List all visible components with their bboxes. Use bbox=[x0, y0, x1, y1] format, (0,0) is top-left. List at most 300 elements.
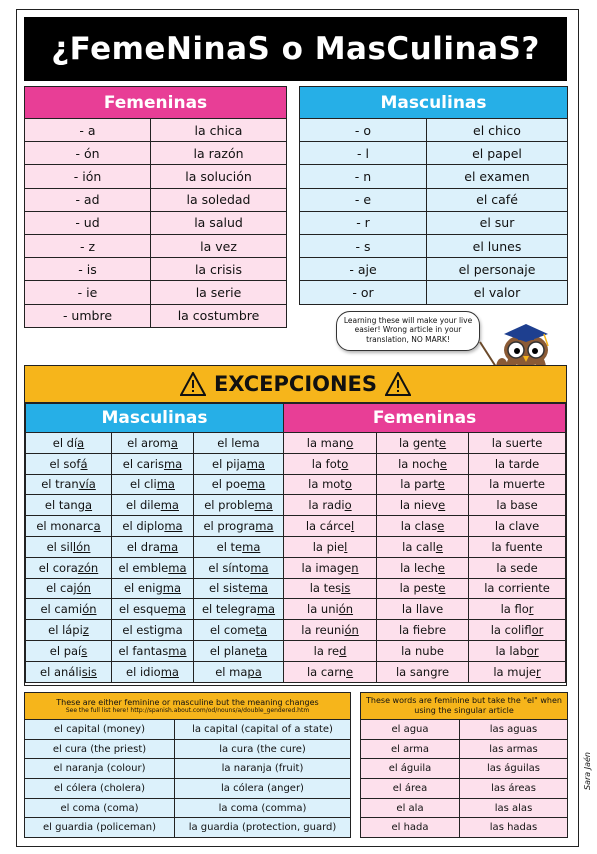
word-stem: el cli bbox=[130, 477, 157, 492]
exception-word bbox=[284, 516, 377, 537]
femeninas-left-cell: - umbre bbox=[25, 304, 151, 327]
femeninas-right-cell: la soledad bbox=[151, 188, 287, 211]
word-stem: la flo bbox=[500, 602, 529, 617]
word-stem: el poe bbox=[211, 477, 248, 492]
table-row bbox=[26, 620, 566, 641]
el-feminine-right-cell: las aguas bbox=[460, 720, 568, 740]
word-stem: la clas bbox=[400, 519, 438, 534]
exception-word bbox=[194, 474, 284, 495]
masculinas-left-cell: - s bbox=[300, 234, 427, 257]
word-ending: vía bbox=[78, 477, 96, 492]
el-feminine-left-cell: el águila bbox=[361, 759, 460, 779]
femeninas-left-cell: - is bbox=[25, 258, 151, 281]
word-ending: or bbox=[526, 643, 539, 658]
el-feminine-left-cell: el área bbox=[361, 779, 460, 799]
double-gender-left-cell: el naranja (colour) bbox=[25, 759, 175, 779]
word-stem: el pija bbox=[212, 456, 247, 471]
exception-word bbox=[469, 474, 566, 495]
word-stem: el emble bbox=[118, 560, 169, 575]
word-stem: el come bbox=[209, 623, 256, 638]
word-stem: la suerte bbox=[491, 435, 543, 450]
exception-word bbox=[284, 599, 377, 620]
word-ending: e bbox=[439, 456, 447, 471]
excepciones-section bbox=[24, 365, 567, 686]
word-stem: la gent bbox=[398, 435, 440, 450]
exception-word bbox=[284, 640, 377, 661]
word-ending: ón bbox=[76, 581, 91, 596]
exception-word bbox=[377, 620, 469, 641]
exception-word bbox=[26, 578, 112, 599]
exception-word bbox=[469, 453, 566, 474]
exception-word bbox=[26, 640, 112, 661]
table-row bbox=[25, 211, 287, 234]
word-ending: ma bbox=[255, 519, 274, 534]
femeninas-right-cell: la vez bbox=[151, 234, 287, 257]
warning-icon bbox=[180, 372, 206, 396]
double-gender-link[interactable]: See the full list here! http://spanish.about.com/od/nouns/a/double_gendered.htm bbox=[65, 707, 310, 715]
word-ending: ma bbox=[159, 539, 179, 554]
word-stem: la fot bbox=[311, 456, 342, 471]
table-row bbox=[25, 188, 287, 211]
exception-word bbox=[377, 599, 469, 620]
masculinas-table bbox=[299, 86, 568, 305]
femeninas-left-cell: - z bbox=[25, 234, 151, 257]
word-ending: o bbox=[346, 435, 354, 450]
exception-word bbox=[377, 578, 469, 599]
el-feminine-right-cell: las armas bbox=[460, 739, 568, 759]
word-stem: la clave bbox=[494, 519, 540, 534]
word-ending: ma bbox=[164, 519, 183, 534]
word-ending: r bbox=[528, 602, 534, 617]
word-ending: ma bbox=[167, 602, 186, 617]
word-ending: ón bbox=[338, 602, 354, 617]
masculinas-left-cell: - r bbox=[300, 211, 427, 234]
exception-word bbox=[26, 474, 112, 495]
double-gender-right-cell: la naranja (fruit) bbox=[175, 759, 351, 779]
masculinas-right-cell: el papel bbox=[427, 142, 568, 165]
word-stem: la uni bbox=[307, 602, 339, 617]
table-row bbox=[26, 516, 566, 537]
word-ending: r bbox=[536, 664, 541, 679]
table-row bbox=[300, 281, 568, 304]
word-stem: la reuni bbox=[301, 623, 345, 638]
word-stem: el arom bbox=[127, 435, 171, 450]
exception-word bbox=[194, 620, 284, 641]
word-stem: la lech bbox=[400, 560, 438, 575]
table-row bbox=[26, 599, 566, 620]
exception-word bbox=[284, 495, 377, 516]
word-stem: la image bbox=[301, 560, 352, 575]
masculinas-left-cell: - o bbox=[300, 119, 427, 142]
word-ending: ma bbox=[246, 456, 265, 471]
word-ending: ma bbox=[163, 456, 183, 471]
word-stem: la tes bbox=[309, 581, 342, 596]
table-row bbox=[300, 165, 568, 188]
exception-word bbox=[284, 661, 377, 682]
word-ending: ón bbox=[82, 602, 97, 617]
word-ending: ma bbox=[242, 539, 261, 554]
table-row bbox=[25, 281, 287, 304]
table-row bbox=[26, 453, 566, 474]
exception-word bbox=[26, 557, 112, 578]
table-row bbox=[25, 798, 351, 818]
word-ending: ma bbox=[156, 477, 175, 492]
double-gender-right-cell: la coma (comma) bbox=[175, 798, 351, 818]
femeninas-left-cell: - a bbox=[25, 119, 151, 142]
word-stem: el caj bbox=[46, 581, 77, 596]
word-stem: la man bbox=[306, 435, 347, 450]
exception-word bbox=[469, 620, 566, 641]
masculinas-right-cell: el chico bbox=[427, 119, 568, 142]
word-ending: is bbox=[341, 581, 351, 596]
word-ending: z bbox=[82, 623, 89, 638]
word-ending: ma bbox=[249, 581, 268, 596]
double-gender-right-cell: la cura (the cure) bbox=[175, 739, 351, 759]
exception-word bbox=[377, 453, 469, 474]
word-ending: e bbox=[438, 498, 446, 513]
masculinas-left-cell: - n bbox=[300, 165, 427, 188]
word-stem: el plane bbox=[209, 643, 256, 658]
word-stem: la fiebre bbox=[398, 623, 447, 638]
word-stem: la muje bbox=[493, 664, 537, 679]
exception-word bbox=[284, 474, 377, 495]
table-row bbox=[361, 818, 568, 838]
exception-word bbox=[112, 557, 194, 578]
femeninas-left-cell: - ad bbox=[25, 188, 151, 211]
femeninas-left-cell: - ie bbox=[25, 281, 151, 304]
masculinas-left-cell: - aje bbox=[300, 258, 427, 281]
word-stem: el fantas bbox=[118, 643, 169, 658]
word-ending: e bbox=[437, 560, 445, 575]
femeninas-right-cell: la razón bbox=[151, 142, 287, 165]
exception-word bbox=[194, 516, 284, 537]
word-ending: a bbox=[77, 435, 85, 450]
femeninas-right-cell: la chica bbox=[151, 119, 287, 142]
word-ending: e bbox=[435, 539, 443, 554]
table-row bbox=[361, 739, 568, 759]
exception-word bbox=[377, 557, 469, 578]
exception-word bbox=[112, 453, 194, 474]
word-ending: o bbox=[344, 498, 352, 513]
word-ending: o bbox=[344, 477, 352, 492]
word-stem: la nube bbox=[401, 643, 444, 658]
masculinas-header: Masculinas bbox=[300, 87, 568, 119]
word-ending: e bbox=[439, 435, 447, 450]
excepciones-table bbox=[25, 403, 566, 683]
word-ending: l bbox=[351, 519, 355, 534]
exception-word bbox=[194, 578, 284, 599]
exception-word bbox=[112, 578, 194, 599]
word-ending: a bbox=[85, 498, 93, 513]
table-row bbox=[25, 119, 287, 142]
word-stem: el estigma bbox=[122, 623, 183, 638]
exception-word bbox=[284, 433, 377, 454]
word-stem: el progra bbox=[203, 519, 256, 534]
table-row bbox=[25, 304, 287, 327]
femeninas-right-cell: la solución bbox=[151, 165, 287, 188]
femeninas-header: Femeninas bbox=[25, 87, 287, 119]
exception-word bbox=[112, 661, 194, 682]
word-stem: el cami bbox=[40, 602, 83, 617]
word-ending: ma bbox=[247, 477, 266, 492]
word-stem: la niev bbox=[399, 498, 439, 513]
word-stem: la radi bbox=[308, 498, 345, 513]
author-signature: Sara Jaén bbox=[583, 752, 592, 790]
word-stem: el sil bbox=[46, 539, 73, 554]
word-ending: e bbox=[346, 664, 354, 679]
word-stem: el proble bbox=[204, 498, 255, 513]
exception-word bbox=[194, 557, 284, 578]
el-feminine-right-cell: las áreas bbox=[460, 779, 568, 799]
el-feminine-heading: These words are feminine but take the "el" when using the singular article bbox=[361, 693, 568, 720]
table-row bbox=[300, 119, 568, 142]
word-stem: el sof bbox=[49, 456, 81, 471]
word-stem: la corriente bbox=[484, 581, 550, 596]
word-stem: la fuente bbox=[491, 539, 543, 554]
word-stem: el dra bbox=[126, 539, 160, 554]
word-ending: ta bbox=[255, 643, 268, 658]
table-row bbox=[25, 720, 351, 740]
exception-word bbox=[377, 495, 469, 516]
word-stem: el lema bbox=[217, 435, 260, 450]
table-row bbox=[25, 258, 287, 281]
word-ending: ma bbox=[160, 498, 179, 513]
double-gender-table bbox=[24, 692, 351, 838]
word-ending: ma bbox=[160, 664, 179, 679]
double-gender-heading bbox=[25, 693, 351, 720]
el-feminine-right-cell: las alas bbox=[460, 798, 568, 818]
word-ending: ma bbox=[168, 560, 187, 575]
word-ending: ma bbox=[254, 498, 273, 513]
exception-word bbox=[469, 495, 566, 516]
word-ending: ón bbox=[344, 623, 359, 638]
masculinas-right-cell: el valor bbox=[427, 281, 568, 304]
el-feminine-left-cell: el ala bbox=[361, 798, 460, 818]
table-row bbox=[26, 474, 566, 495]
table-row bbox=[25, 739, 351, 759]
word-ending: l bbox=[344, 539, 348, 554]
word-stem: el tran bbox=[41, 477, 79, 492]
word-stem: la cárce bbox=[305, 519, 351, 534]
word-stem: el sínto bbox=[208, 560, 251, 575]
el-feminine-left-cell: el arma bbox=[361, 739, 460, 759]
word-ending: pa bbox=[247, 664, 262, 679]
double-gender-right-cell: la guardia (protection, guard) bbox=[175, 818, 351, 838]
table-row bbox=[26, 578, 566, 599]
page-title: ¿FemeNinaS o MasCulinaS? bbox=[24, 17, 567, 81]
table-row bbox=[25, 759, 351, 779]
exception-word bbox=[469, 578, 566, 599]
excepciones-title: EXCEPCIONES bbox=[213, 372, 378, 396]
word-ending: n bbox=[351, 560, 359, 575]
exception-word bbox=[469, 557, 566, 578]
exception-word bbox=[194, 640, 284, 661]
double-gender-left-cell: el guardia (policeman) bbox=[25, 818, 175, 838]
word-stem: el dile bbox=[126, 498, 161, 513]
word-stem: el cora bbox=[38, 560, 78, 575]
exc-femeninas-header: Femeninas bbox=[284, 404, 566, 433]
word-stem: la re bbox=[313, 643, 340, 658]
femeninas-right-cell: la crisis bbox=[151, 258, 287, 281]
exception-word bbox=[469, 536, 566, 557]
word-ending: d bbox=[339, 643, 347, 658]
masculinas-right-cell: el personaje bbox=[427, 258, 568, 281]
exception-word bbox=[194, 599, 284, 620]
exception-word bbox=[469, 516, 566, 537]
exception-word bbox=[112, 536, 194, 557]
table-row bbox=[361, 779, 568, 799]
word-ending: lón bbox=[72, 539, 91, 554]
word-ending: e bbox=[437, 477, 445, 492]
word-ending: e bbox=[438, 581, 446, 596]
el-feminine-left-cell: el agua bbox=[361, 720, 460, 740]
exception-word bbox=[26, 495, 112, 516]
exception-word bbox=[112, 620, 194, 641]
exception-word bbox=[112, 433, 194, 454]
femeninas-right-cell: la costumbre bbox=[151, 304, 287, 327]
exception-word bbox=[112, 516, 194, 537]
table-row bbox=[300, 258, 568, 281]
femeninas-table bbox=[24, 86, 287, 328]
masculinas-right-cell: el examen bbox=[427, 165, 568, 188]
table-row bbox=[26, 495, 566, 516]
word-stem: el análi bbox=[40, 664, 82, 679]
femeninas-left-cell: - ón bbox=[25, 142, 151, 165]
excepciones-title-bar bbox=[25, 366, 566, 403]
exception-word bbox=[377, 516, 469, 537]
word-ending: e bbox=[437, 519, 445, 534]
word-stem: la base bbox=[496, 498, 538, 513]
word-ending: a bbox=[170, 435, 178, 450]
word-stem: el te bbox=[216, 539, 243, 554]
table-row bbox=[26, 557, 566, 578]
word-stem: el diplo bbox=[122, 519, 165, 534]
exc-masculinas-header: Masculinas bbox=[26, 404, 284, 433]
table-row bbox=[361, 798, 568, 818]
exception-word bbox=[194, 661, 284, 682]
exception-word bbox=[284, 578, 377, 599]
table-row bbox=[25, 165, 287, 188]
table-row bbox=[25, 142, 287, 165]
el-feminine-table bbox=[360, 692, 568, 838]
exception-word bbox=[377, 661, 469, 682]
masculinas-left-cell: - e bbox=[300, 188, 427, 211]
warning-icon bbox=[385, 372, 411, 396]
word-ending: ma bbox=[250, 560, 269, 575]
word-ending: ma bbox=[168, 643, 187, 658]
word-stem: el esque bbox=[119, 602, 168, 617]
double-gender-left-cell: el cura (the priest) bbox=[25, 739, 175, 759]
exception-word bbox=[112, 495, 194, 516]
double-gender-left-cell: el coma (coma) bbox=[25, 798, 175, 818]
exception-word bbox=[284, 620, 377, 641]
word-stem: la call bbox=[402, 539, 436, 554]
table-row bbox=[26, 661, 566, 682]
exception-word bbox=[284, 453, 377, 474]
masculinas-left-cell: - l bbox=[300, 142, 427, 165]
exception-word bbox=[112, 474, 194, 495]
word-stem: la lab bbox=[495, 643, 527, 658]
word-ending: zón bbox=[77, 560, 99, 575]
word-ending: a bbox=[93, 519, 101, 534]
double-gender-left-cell: el capital (money) bbox=[25, 720, 175, 740]
femeninas-left-cell: - ión bbox=[25, 165, 151, 188]
table-row bbox=[25, 779, 351, 799]
femeninas-left-cell: - ud bbox=[25, 211, 151, 234]
el-feminine-right-cell: las águilas bbox=[460, 759, 568, 779]
word-ending: ta bbox=[255, 623, 268, 638]
masculinas-right-cell: el lunes bbox=[427, 234, 568, 257]
exception-word bbox=[469, 433, 566, 454]
el-feminine-left-cell: el hada bbox=[361, 818, 460, 838]
exception-word bbox=[284, 557, 377, 578]
exception-word bbox=[26, 516, 112, 537]
table-row bbox=[26, 640, 566, 661]
exception-word bbox=[26, 433, 112, 454]
word-ending: o bbox=[341, 456, 349, 471]
table-row bbox=[361, 720, 568, 740]
femeninas-right-cell: la serie bbox=[151, 281, 287, 304]
word-stem: la colifl bbox=[490, 623, 532, 638]
word-stem: la carn bbox=[306, 664, 347, 679]
el-feminine-right-cell: las hadas bbox=[460, 818, 568, 838]
table-row bbox=[300, 142, 568, 165]
table-row bbox=[26, 433, 566, 454]
word-ending: ma bbox=[256, 602, 276, 617]
word-stem: el ma bbox=[215, 664, 248, 679]
table-row bbox=[300, 188, 568, 211]
word-stem: la mot bbox=[308, 477, 345, 492]
word-stem: la pest bbox=[399, 581, 439, 596]
exception-word bbox=[377, 536, 469, 557]
word-stem: la tarde bbox=[494, 456, 540, 471]
double-gender-heading-text: These are either feminine or masculine but the meaning changes bbox=[56, 697, 319, 707]
exception-word bbox=[26, 620, 112, 641]
word-stem: el paí bbox=[49, 643, 82, 658]
exception-word bbox=[194, 536, 284, 557]
word-ending: sis bbox=[81, 664, 97, 679]
word-stem: el tang bbox=[44, 498, 85, 513]
table-row bbox=[26, 536, 566, 557]
exception-word bbox=[112, 599, 194, 620]
double-gender-right-cell: la capital (capital of a state) bbox=[175, 720, 351, 740]
word-stem: el siste bbox=[209, 581, 250, 596]
word-stem: la sede bbox=[496, 560, 538, 575]
exception-word bbox=[26, 661, 112, 682]
table-row bbox=[361, 759, 568, 779]
exception-word bbox=[112, 640, 194, 661]
exception-word bbox=[469, 599, 566, 620]
exception-word bbox=[26, 599, 112, 620]
word-ending: or bbox=[531, 623, 544, 638]
double-gender-right-cell: la cólera (anger) bbox=[175, 779, 351, 799]
word-stem: el lápi bbox=[48, 623, 83, 638]
word-stem: el enig bbox=[123, 581, 163, 596]
word-stem: el caris bbox=[122, 456, 164, 471]
table-row bbox=[300, 211, 568, 234]
word-ending: s bbox=[81, 643, 88, 658]
exception-word bbox=[377, 640, 469, 661]
word-ending: á bbox=[80, 456, 88, 471]
exception-word bbox=[377, 474, 469, 495]
femeninas-right-cell: la salud bbox=[151, 211, 287, 234]
exception-word bbox=[194, 453, 284, 474]
word-stem: la noch bbox=[398, 456, 440, 471]
word-stem: la part bbox=[400, 477, 438, 492]
word-stem: la sangre bbox=[395, 664, 450, 679]
table-row bbox=[300, 234, 568, 257]
word-stem: el telegra bbox=[201, 602, 257, 617]
